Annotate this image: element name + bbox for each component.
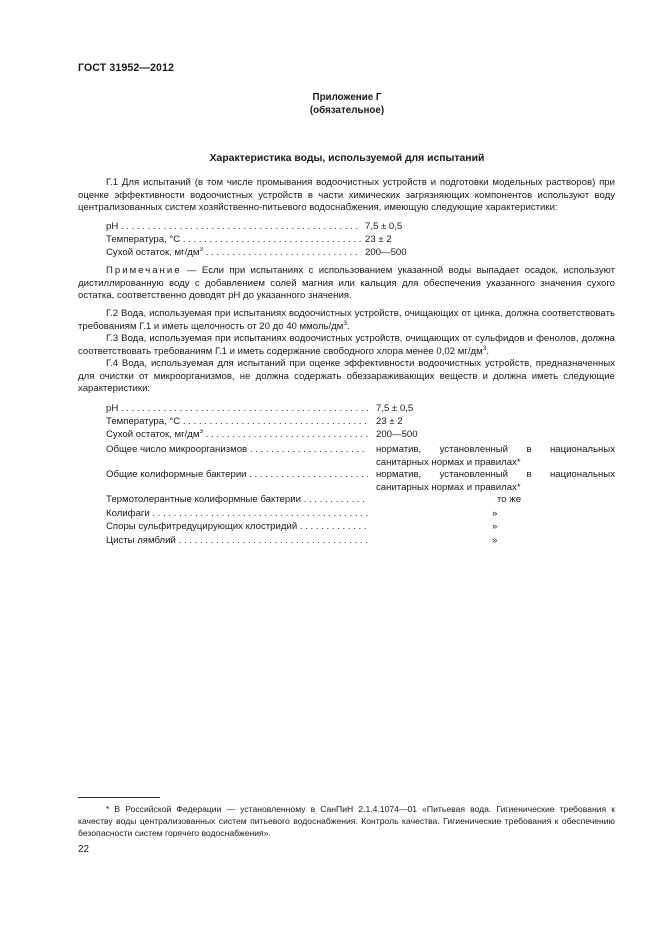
- note-prefix: Примечание: [106, 265, 182, 276]
- row-value: 7,5 ± 0,5: [376, 403, 414, 414]
- table-row: [106, 221, 426, 234]
- row-value: »: [492, 535, 498, 546]
- row-label: Температура, °С . . .: [106, 234, 361, 247]
- row-label: Общие колиформные бактерии . . .: [106, 469, 368, 482]
- table-row: [106, 535, 546, 548]
- table-row: [106, 234, 426, 247]
- page-number: 22: [78, 844, 89, 855]
- section-title: Характеристика воды, используемой для испытаний: [209, 153, 485, 164]
- row-label: Общее число микроорганизмов . . .: [106, 444, 368, 457]
- standard-code: ГОСТ 31952—2012: [78, 62, 175, 74]
- table-row: [106, 416, 446, 429]
- row-label: Сухой остаток, $мг/дм^3$ . . .: [106, 247, 361, 260]
- row-value: то же: [497, 494, 522, 505]
- footnote: * В Российской Федерации — установленному в СанПиН 2.1.4.1074—01 «Питьевая вода. Гигиенические требования к качеству воды централизованных систем питьевого водоснабжения. Контроль качества. Гигиенические требования к обеспечению безопасности систем горячего водоснабжения».: [78, 804, 615, 839]
- row-label: Температура, °С . . .: [106, 416, 368, 429]
- note-text: — Если при испытаниях с использованием указанной воды выпадает осадок, используют дистиллированную воду с добавлением солей магния или кальция для обеспечения указанного значения сухого остатка, соответственно доводят pH до указанного значения.: [78, 265, 615, 302]
- appendix-title: Приложение Г: [312, 92, 382, 103]
- row-value: 23 ± 2: [365, 234, 392, 245]
- appendix-heading: [0, 92, 661, 117]
- row-label: Сухой остаток, $мг/дм^3$ . . .: [106, 429, 368, 442]
- row-label: Цисты лямблий . . .: [106, 535, 368, 548]
- table-row: [106, 444, 616, 470]
- row-value: 200—500: [376, 429, 418, 440]
- paragraph-g2: Г.2 Вода, используемая при испытаниях водоочистных устройств, очищающих от цинка, должна соответствовать требованиям Г.1 и иметь щелочность от 20 до 40 ммоль/$дм^3$.: [78, 308, 615, 332]
- table-row: [106, 469, 616, 495]
- table-row: [106, 247, 426, 260]
- row-value: 23 ± 2: [376, 416, 403, 427]
- table-row: [106, 429, 446, 442]
- row-label: Колифаги . . .: [106, 508, 368, 521]
- table-row: [106, 521, 546, 534]
- row-value: »: [492, 521, 498, 532]
- footnote-divider: [78, 797, 160, 798]
- table-row: [106, 403, 446, 416]
- paragraph-g4: Г.4 Вода, используемая для испытаний при оценке эффективности водоочистных устройств, предназначенных для очистки от микроорганизмов, не должна содержать обеззараживающих веществ и должна иметь следующие характеристики:: [78, 358, 615, 395]
- paragraph-g3: Г.3 Вода, используемая при испытаниях водоочистных устройств, очищающих от сульфидов и фенолов, должна соответствовать требованиям Г.1 и иметь содержание свободного хлора менее 0,02 $мг/дм^3$.: [78, 333, 615, 357]
- row-value: 200—500: [365, 247, 407, 258]
- row-value: 7,5 ± 0,5: [365, 221, 403, 232]
- table-row: [106, 508, 546, 521]
- row-value: »: [492, 508, 498, 519]
- appendix-status: (обязательное): [309, 104, 385, 116]
- note: [78, 265, 615, 303]
- paragraph-g1: Г.1 Для испытаний (в том числе промывания водоочистных устройств и подготовки модельных растворов) при оценке эффективности водоочистных устройств в части химических загрязняющих компонентов используют воду централизованных систем хозяйственно-питьевого водоснабжения, имеющую следующие характеристики:: [78, 177, 615, 214]
- row-value: норматив, установленный в национальных санитарных нормах и правилах*: [376, 444, 615, 468]
- row-value: норматив, установленный в национальных санитарных нормах и правилах*: [376, 469, 615, 493]
- row-label: Споры сульфитредуцирующих клостридий . . .: [106, 521, 368, 534]
- row-label: Термотолерантные колиформные бактерии . . .: [106, 494, 368, 507]
- row-label: pH . . .: [106, 221, 361, 234]
- table-row: [106, 494, 546, 507]
- row-label: pH . . .: [106, 403, 368, 416]
